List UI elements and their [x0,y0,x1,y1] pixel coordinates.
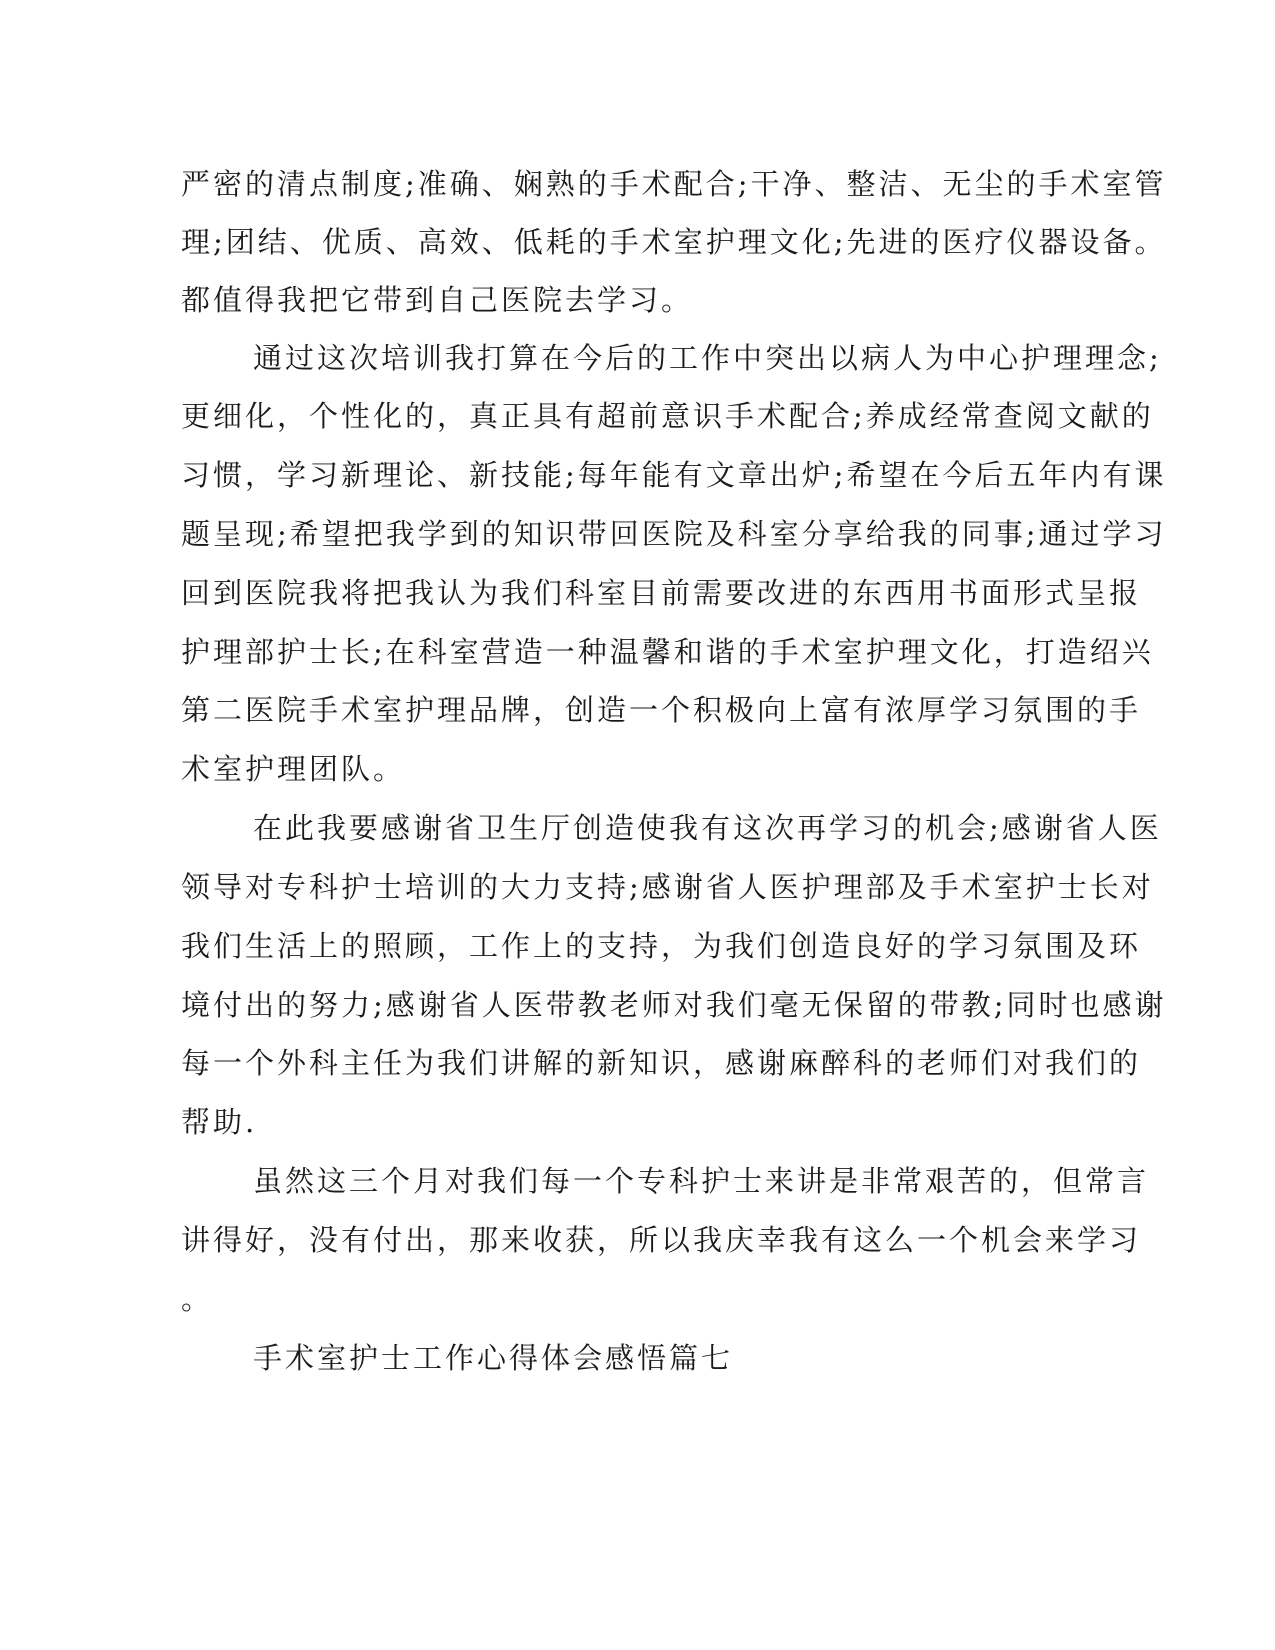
paragraph-line: 领导对专科护士培训的大力支持;感谢省人医护理部及手术室护士长对 [181,870,1154,904]
paragraph-line: 虽然这三个月对我们每一个专科护士来讲是非常艰苦的，但常言 [253,1164,1150,1198]
paragraph-line: 理;团结、优质、高效、低耗的手术室护理文化;先进的医疗仪器设备。 [181,225,1167,259]
paragraph-line: 每一个外科主任为我们讲解的新知识，感谢麻醉科的老师们对我们的 [181,1046,1142,1080]
paragraph-line: 。 [181,1282,214,1316]
paragraph-line: 习惯，学习新理论、新技能;每年能有文章出炉;希望在今后五年内有课 [181,458,1167,492]
paragraph-line: 更细化，个性化的，真正具有超前意识手术配合;养成经常查阅文献的 [181,399,1154,433]
section-heading: 手术室护士工作心得体会感悟篇七 [253,1341,734,1375]
paragraph-line: 我们生活上的照顾，工作上的支持，为我们创造良好的学习氛围及环 [181,929,1142,963]
paragraph-line: 护理部护士长;在科室营造一种温馨和谐的手术室护理文化，打造绍兴 [181,635,1154,669]
paragraph-line: 回到医院我将把我认为我们科室目前需要改进的东西用书面形式呈报 [181,576,1142,610]
paragraph-line: 帮助. [181,1105,258,1139]
paragraph-line: 术室护理团队。 [181,752,406,786]
paragraph-line: 严密的清点制度;准确、娴熟的手术配合;干净、整洁、无尘的手术室管 [181,167,1167,201]
paragraph-line: 都值得我把它带到自己医院去学习。 [181,283,694,317]
paragraph-line: 讲得好，没有付出，那来收获，所以我庆幸我有这么一个机会来学习 [181,1223,1142,1257]
paragraph-line: 境付出的努力;感谢省人医带教老师对我们毫无保留的带教;同时也感谢 [181,988,1167,1022]
paragraph-line: 题呈现;希望把我学到的知识带回医院及科室分享给我的同事;通过学习 [181,517,1167,551]
paragraph-line: 通过这次培训我打算在今后的工作中突出以病人为中心护理理念; [253,341,1162,375]
paragraph-line: 在此我要感谢省卫生厅创造使我有这次再学习的机会;感谢省人医 [253,811,1162,845]
paragraph-line: 第二医院手术室护理品牌，创造一个积极向上富有浓厚学习氛围的手 [181,693,1142,727]
